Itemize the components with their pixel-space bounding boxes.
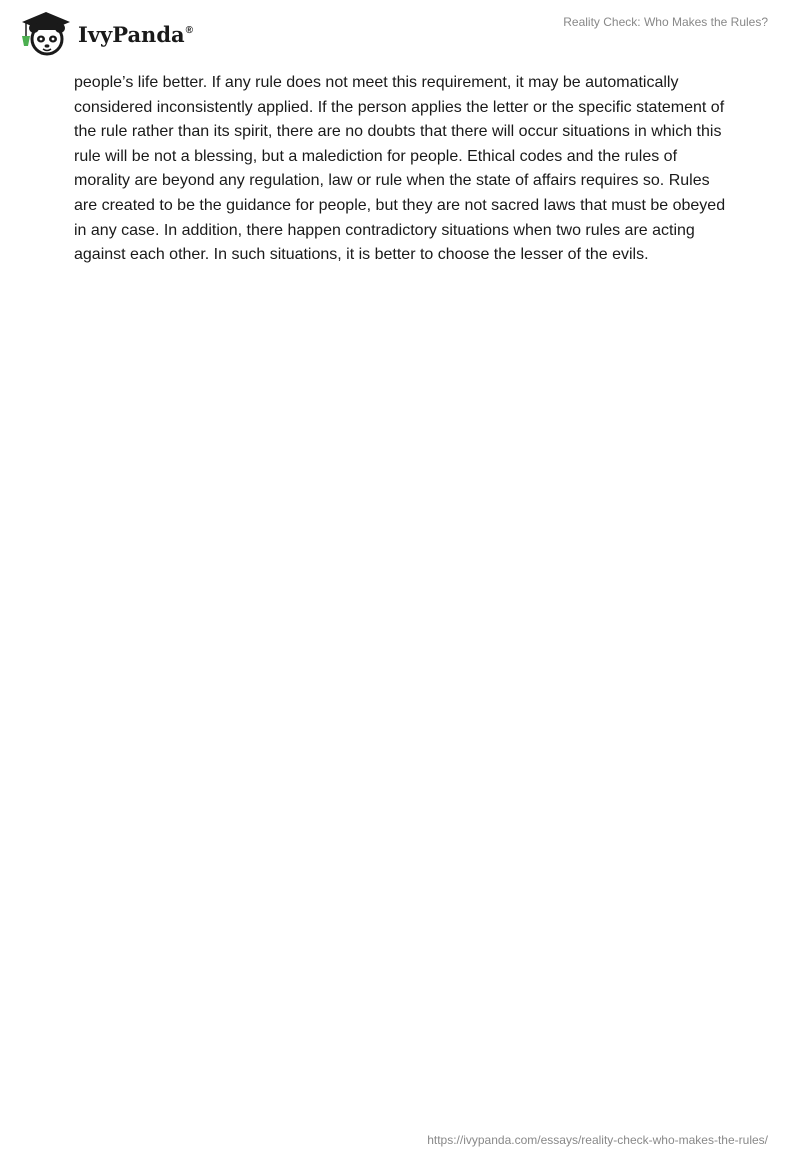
page-header	[0, 0, 800, 70]
ivypanda-logo[interactable]	[16, 8, 193, 58]
footer-source-url[interactable]: https://ivypanda.com/essays/reality-check-who-makes-the-rules/	[427, 1133, 768, 1147]
panda-graduation-cap-icon	[16, 8, 76, 58]
body-paragraph: people’s life better. If any rule does not meet this requirement, it may be automatically considered inconsistently applied. If the person applies the letter or the specific statement of the rule rather than its spirit, there are no doubts that there will occur situations in which this rule will be not a blessing, but a malediction for people. Ethical codes and the rules of morality are beyond any regulation, law or rule when the state of affairs requires so. Rules are created to be the guidance for people, but they are not sacred laws that must be obeyed in any case. In addition, there happen contradictory situations when two rules are acting against each other. In such situations, it is better to choose the lesser of the evils.	[74, 74, 726, 264]
essay-body	[74, 71, 734, 268]
registered-mark: ®	[185, 24, 193, 36]
running-title: Reality Check: Who Makes the Rules?	[563, 15, 768, 29]
logo-wordmark: IvyPanda®	[78, 21, 193, 47]
